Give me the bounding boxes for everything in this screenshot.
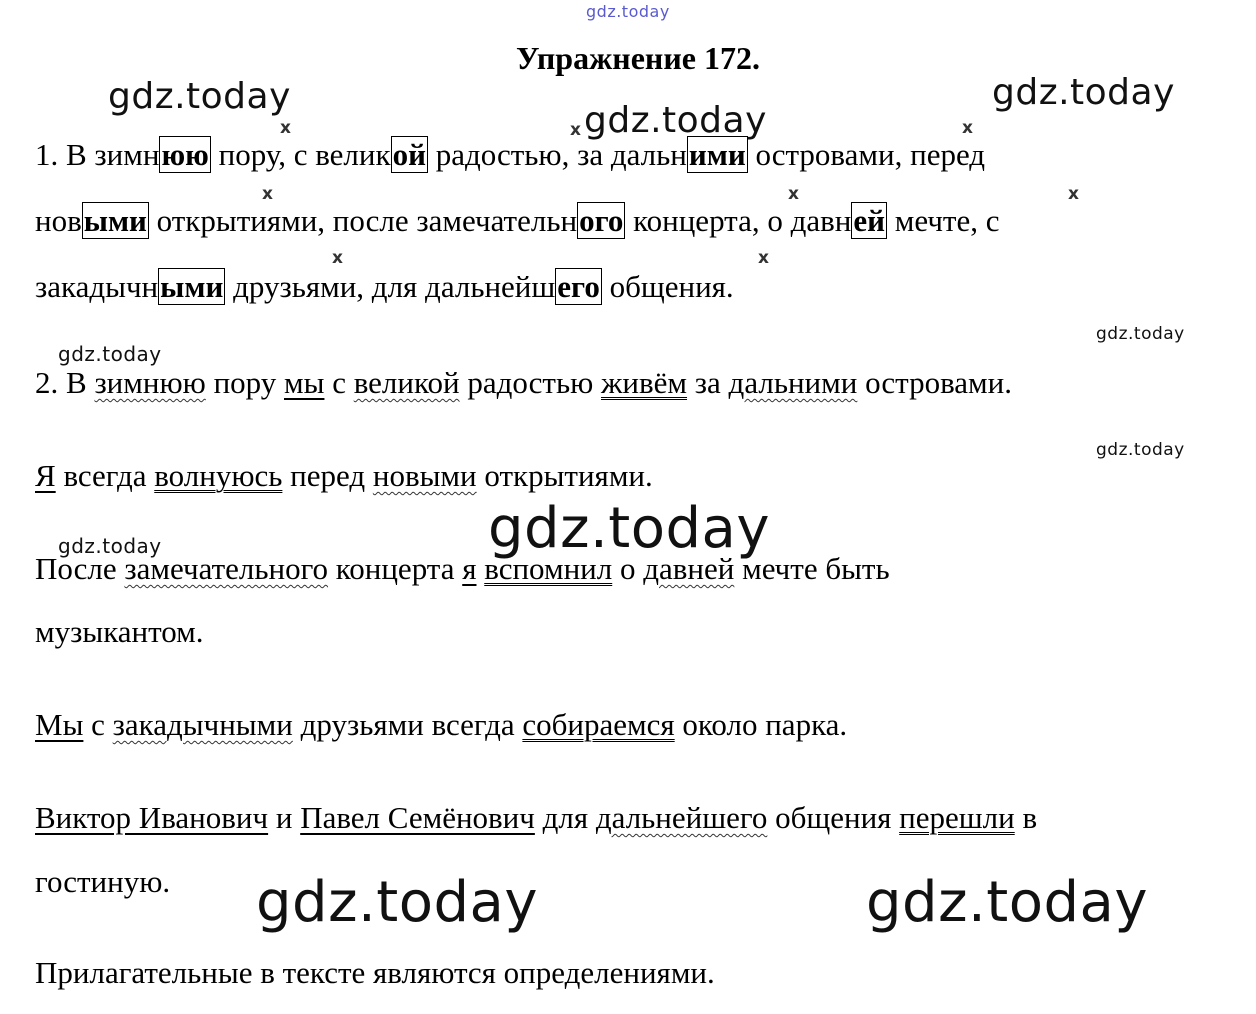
- text: 1. В зимн: [35, 137, 160, 172]
- para1-line1: [35, 137, 985, 173]
- text: для: [534, 800, 596, 835]
- text: друзьями всегда: [292, 707, 523, 742]
- conclusion: [35, 955, 715, 991]
- x-marker: x: [332, 248, 343, 268]
- text: гостиную.: [35, 864, 171, 899]
- watermark: gdz.today: [1096, 324, 1185, 344]
- text: о: [612, 551, 644, 586]
- ending-box: ей: [853, 203, 885, 238]
- x-marker: x: [758, 248, 769, 268]
- text: закадычн: [35, 269, 159, 304]
- subject-word: Я: [35, 458, 56, 493]
- attribute-word: давней: [643, 551, 735, 586]
- ending-box: юю: [161, 137, 209, 172]
- ending-box: ого: [579, 203, 624, 238]
- text: общения.: [601, 269, 734, 304]
- text: 2. В: [35, 365, 95, 400]
- x-marker: x: [1068, 184, 1079, 204]
- ending-box: ой: [392, 137, 426, 172]
- text: мечте, с: [886, 203, 1000, 238]
- text: друзьями, для дальнейш: [225, 269, 556, 304]
- text: островами, перед: [747, 137, 986, 172]
- watermark: gdz.today: [58, 534, 162, 558]
- text: концерта: [328, 551, 463, 586]
- watermark: gdz.today: [58, 342, 162, 366]
- text: всегда: [55, 458, 155, 493]
- para1-line2: [35, 203, 1000, 239]
- sentence-1: [35, 365, 1012, 401]
- text: радостью, за дальн: [427, 137, 687, 172]
- text: с: [324, 365, 354, 400]
- text: в: [1014, 800, 1038, 835]
- text: около парка.: [674, 707, 848, 742]
- text: общения: [767, 800, 900, 835]
- text: открытиями.: [476, 458, 653, 493]
- sentence-5-line1: [35, 800, 1037, 836]
- ending-box: ими: [688, 137, 746, 172]
- exercise-title: Упражнение 172.: [515, 40, 760, 76]
- watermark: gdz.today: [992, 72, 1175, 113]
- watermark: gdz.today: [866, 870, 1149, 935]
- subject-word: Виктор Иванович: [35, 800, 269, 835]
- text: с: [83, 707, 113, 742]
- watermark: gdz.today: [108, 76, 291, 117]
- watermark: gdz.today: [256, 870, 539, 935]
- text: концерта, о давн: [625, 203, 852, 238]
- sentence-5-line2: [35, 864, 170, 900]
- attribute-word: дальнейшего: [595, 800, 768, 835]
- attribute-word: дальними: [728, 365, 858, 400]
- predicate-word: собираемся: [522, 707, 675, 742]
- attribute-word: новыми: [372, 458, 477, 493]
- predicate-word: вспомнил: [484, 551, 613, 586]
- predicate-word: живём: [601, 365, 688, 400]
- x-marker: x: [962, 118, 973, 138]
- watermark-top: gdz.today: [586, 2, 670, 21]
- attribute-word: замечательного: [124, 551, 329, 586]
- x-marker: x: [262, 184, 273, 204]
- subject-word: Мы: [35, 707, 84, 742]
- predicate-word: волнуюсь: [154, 458, 283, 493]
- x-marker: x: [788, 184, 799, 204]
- watermark: gdz.today: [584, 100, 767, 141]
- subject-word: мы: [284, 365, 325, 400]
- text: Прилагательные в тексте являются определениями.: [35, 955, 715, 990]
- watermark: gdz.today: [1096, 440, 1185, 460]
- text: перед: [282, 458, 373, 493]
- text: мечте быть: [734, 551, 890, 586]
- text: После: [35, 551, 125, 586]
- text: островами.: [857, 365, 1013, 400]
- ending-box: ыми: [83, 203, 147, 238]
- sentence-3-line2: [35, 614, 204, 650]
- ending-box: ыми: [160, 269, 224, 304]
- attribute-word: зимнюю: [94, 365, 206, 400]
- attribute-word: великой: [353, 365, 460, 400]
- text: пору: [205, 365, 284, 400]
- text: музыкантом.: [35, 614, 204, 649]
- predicate-word: перешли: [899, 800, 1015, 835]
- ending-box: его: [557, 269, 600, 304]
- attribute-word: закадычными: [112, 707, 293, 742]
- x-marker: x: [570, 120, 581, 140]
- para1-line3: [35, 269, 734, 305]
- text: открытиями, после замечательн: [148, 203, 578, 238]
- subject-word: я: [462, 551, 477, 586]
- text: пору, с велик: [210, 137, 391, 172]
- text: за: [687, 365, 729, 400]
- text: и: [268, 800, 301, 835]
- text: нов: [35, 203, 82, 238]
- sentence-4: [35, 707, 847, 743]
- x-marker: x: [280, 118, 291, 138]
- text: радостью: [459, 365, 601, 400]
- sentence-2: [35, 458, 653, 494]
- sentence-3-line1: [35, 551, 890, 587]
- watermark: gdz.today: [488, 496, 771, 561]
- subject-word: Павел Семёнович: [300, 800, 535, 835]
